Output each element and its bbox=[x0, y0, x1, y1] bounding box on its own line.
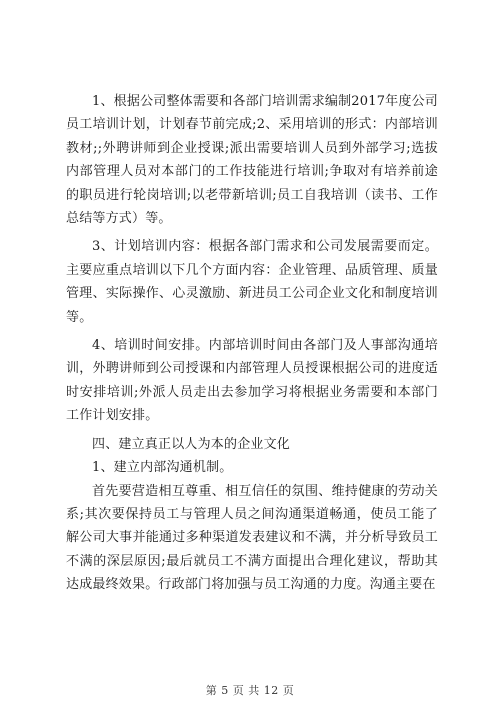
paragraph-communication: 首先要营造相互尊重、相互信任的氛围、维持健康的劳动关系;其次要保持员工与管理人员之间沟通渠道畅通，使员工能了解公司大事并能通过多种渠道发表建议和不满，并分析导致员工不满的深层原因;最后就员工不满方面提出合理化建议，帮助其达成最终效果。行政部门将加强与员工沟通的力度。沟通主要在 bbox=[66, 483, 438, 593]
section-heading: 四、建立真正以人为本的企业文化 bbox=[92, 436, 291, 452]
page-footer: 第 5 页 共 12 页 bbox=[205, 684, 295, 697]
page-content bbox=[66, 90, 438, 597]
paragraph-training-plan: 1、根据公司整体需要和各部门培训需求编制2017年度公司员工培训计划，计划春节前完成;2、采用培训的形式：内部培训教材;;外聘讲师到企业授课;派出需要培训人员到外部学习;选拔内部管理人员对本部门的工作技能进行培训;争取对有培养前途的职员进行轮岗培训;以老带新培训;员工自我培训（读书、工作总结等方式）等。 bbox=[66, 94, 438, 227]
paragraph-training-schedule: 4、培训时间安排。内部培训时间由各部门及人事部沟通培训，外聘讲师到公司授课和内部管理人员授课根据公司的进度适时安排培训;外派人员走出去参加学习将根据业务需要和本部门工作计划安排。 bbox=[66, 338, 438, 424]
sub-heading: 1、建立内部沟通机制。 bbox=[92, 460, 233, 476]
paragraph-training-content: 3、计划培训内容：根据各部门需求和公司发展需要而定。主要应重点培训以下几个方面内容：企业管理、品质管理、质量管理、实际操作、心灵激励、新进员工公司企业文化和制度培训等。 bbox=[66, 239, 438, 325]
